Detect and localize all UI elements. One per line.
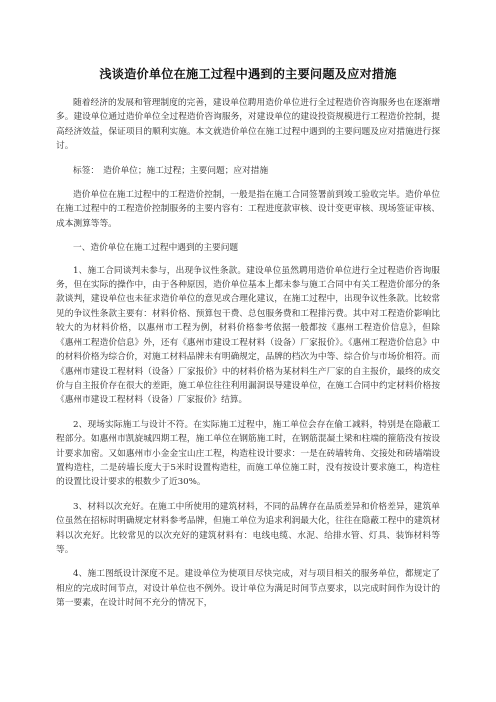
body-paragraph-3: 3、材料以次充好。在施工中所使用的建筑材料，不同的品牌存在品质差异和价格差异，建筑单位虽然在招标时明确规定材料参考品牌，但施工单位为追求利润最大化，往往在隐蔽工程中的建筑材料以次充好。比较常见的以次充好的建筑材料有：电线电缆、水泥、给排水管、灯具、装饰材料等等。 bbox=[56, 501, 440, 555]
document-title: 浅谈造价单位在施工过程中遇到的主要问题及应对措施 bbox=[99, 67, 397, 81]
abstract-paragraph: 随着经济的发展和管理制度的完善，建设单位聘用造价单位进行全过程造价咨询服务也在逐渐增多。建设单位通过造价单位全过程造价咨询服务，对建设单位的建设投资规模进行工程造价控制，提高经济效益，保证项目的顺利实施。本文就造价单位在施工过程中遇到的主要问题及应对措施进行探讨。 bbox=[56, 98, 440, 152]
intro-paragraph: 造价单位在施工过程中的工程造价控制，一般是指在施工合同签署前到竣工验收完毕。造价单位在施工过程中的工程造价控制服务的主要内容有：工程进度款审核、设计变更审核、现场签证审核、成本测算等等。 bbox=[56, 190, 440, 229]
keywords-text: 造价单位；施工过程；主要问题；应对措施 bbox=[103, 165, 269, 176]
section-heading: 一、造价单位在施工过程中遇到的主要问题 bbox=[73, 243, 239, 254]
body-paragraph-4: 4、施工图纸设计深度不足。建设单位为使项目尽快完成，对与项目相关的服务单位，都规定了相应的完成时间节点，对设计单位也不例外。设计单位为满足时间节点要求，以完成时间作为设计的第一要素，在设计时间不充分的情况下， bbox=[56, 569, 440, 609]
body-paragraph-1: 1、施工合同谈判未参与，出现争议性条款。建设单位虽然聘用造价单位进行全过程造价咨询服务，但在实际的操作中，由于各种原因，造价单位基本上都未参与施工合同中有关工程造价部分的条款谈判，建设单位也未征求造价单位的意见或合理化建议，在施工过程中，出现争议性条款。比较常见的争议性条款主要有：材料价格、预算包干费、总包服务费和工程排污费。其中对工程造价影响比较大的为材料价格，以惠州市工程为例，材料价格参考依据一般都按《惠州工程造价信息》，但除《惠州工程造价信息》外，还有《惠州市建设工程材料（设备）厂家报价》。《惠州工程造价信息》中的材料价格为综合价，对施工材料品牌未有明确规定，品牌的档次为中等、综合价与市场价相符。而《惠州市建设工程材料（设备）厂家报价》中的材料价格为某材料生产厂家的自主报价，最终的成交价与自主报价存在很大的差距，施工单位往往利用漏洞误导建设单位，在施工合同中约定材料价格按《惠州市建设工程材料（设备）厂家报价》结算。 bbox=[56, 265, 440, 406]
body-paragraph-2: 2、现场实际施工与设计不符。在实际施工过程中，施工单位会存在偷工减料，特别是在隐蔽工程部分。如惠州市凯旋城四期工程，施工单位在钢筋施工时，在钢筋混凝土梁和柱端的箍筋没有按设计要求加密。又如惠州市小金金宝山庄工程，构造柱设计要求：一是在砖墙转角、交接处和砖墙端设置构造柱，二是砖墙长度大于5米时设置构造柱，而施工单位施工时，没有按设计要求施工，构造柱的设置比设计要求的根数少了近30%。 bbox=[56, 419, 440, 488]
keywords-line bbox=[56, 164, 440, 178]
keywords-label: 标签： bbox=[73, 165, 100, 176]
